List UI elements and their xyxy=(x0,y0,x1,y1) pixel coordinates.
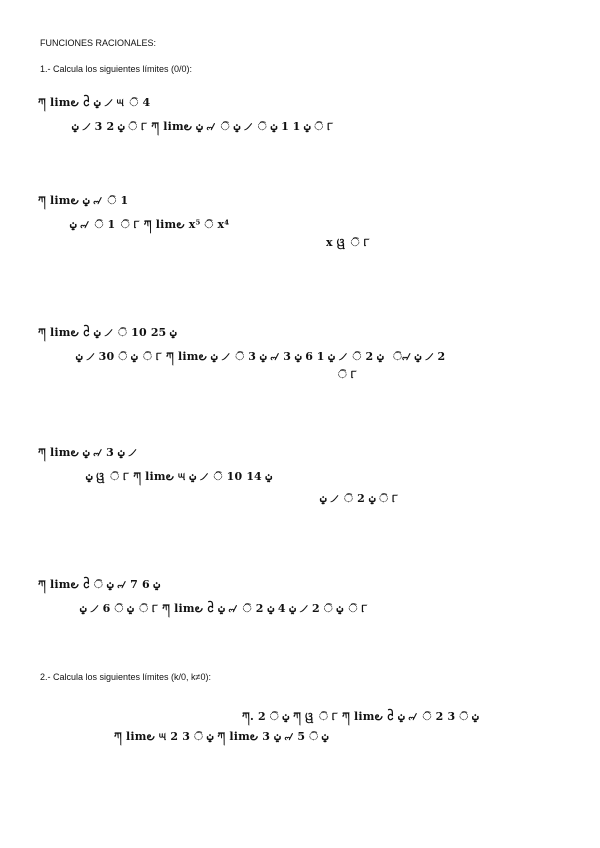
exercise-1-line-1: ཀ lim౿ ᩲ ݔ ୵ ୴ ି 4 xyxy=(38,96,151,109)
exercise-2-line-3: x ୱ ି ୮ xyxy=(326,236,370,249)
section-title: FUNCIONES RACIONALES: xyxy=(40,38,157,48)
exercise-5-line-2: ݔ ୵ ݔ ି 6 ି ୮ ཀ lim౿ ᩲ ݔ ୷ ି 2 ݔ 4 ݔ ୵ ݔ ି 2 ି ୮ xyxy=(80,602,368,615)
exercise-3-line-2: ݔ ୵ ݔ ି 30 ି ୮ ཀ lim౿ ‫ ୵ 2 ݔ ୷ ି ݔ ୵ ି 2 ݔ 1 6 ݔ ୷ 3 ݔ ୵ ି 3 ݔ xyxy=(76,350,450,363)
exercise-6-line-2: ཀ lim౿ ୴ 2 ݔ ି 3 ཀ lim౿ 3 ݔ ୷ ݔ ି 5 xyxy=(114,730,329,743)
exercise-1-line-2: ݔ ୵ 3 ݔ 2 ି ୮ ཀ lim౿ ݔ ୷ ି ݔ ୵ ି ݔ 1 1 ݔ ି ୮ xyxy=(72,120,334,133)
exercise-2-line-2: ݔ ୷ ି 1 ି ୮ ཀ lim౿ x⁵ ି x⁴ xyxy=(70,218,230,231)
exercise-5-line-1: ཀ lim౿ ᩲ ି ݔ ୷ 7 ݔ 6 xyxy=(38,578,160,591)
section-2-heading: 2.- Calcula los siguientes límites (k/0, k≠0): xyxy=(40,672,211,682)
exercise-4-line-3: ݔ ୵ ି 2 ݔ ି ୮ xyxy=(320,492,399,505)
exercise-3-line-1: ཀ lim౿ ᩲ ݔ ୵ ି 10 ݔ 25 xyxy=(38,326,177,339)
exercise-4-line-2: ݔ ୱ ି ୮ ཀ lim౿ ୴ ݔ ୵ ି 10 ݔ 14 xyxy=(86,470,272,483)
exercise-4-line-1: ཀ lim౿ ݔ ୷ 3 ݔ ୵ xyxy=(38,446,137,459)
exercise-3-line-3: ି ୮ xyxy=(338,368,357,381)
exercise-2-line-1: ཀ lim౿ ݔ ୷ ି 1 xyxy=(38,194,129,207)
section-1-heading: 1.- Calcula los siguientes límites (0/0): xyxy=(40,64,193,74)
exercise-6-line-1: ཀ. ݔ ି 2 ཀ ୱ ି ୮ ཀ lim౿ ᩲ ݔ ୷ ି 2 ݔ ି 3 xyxy=(242,710,479,723)
